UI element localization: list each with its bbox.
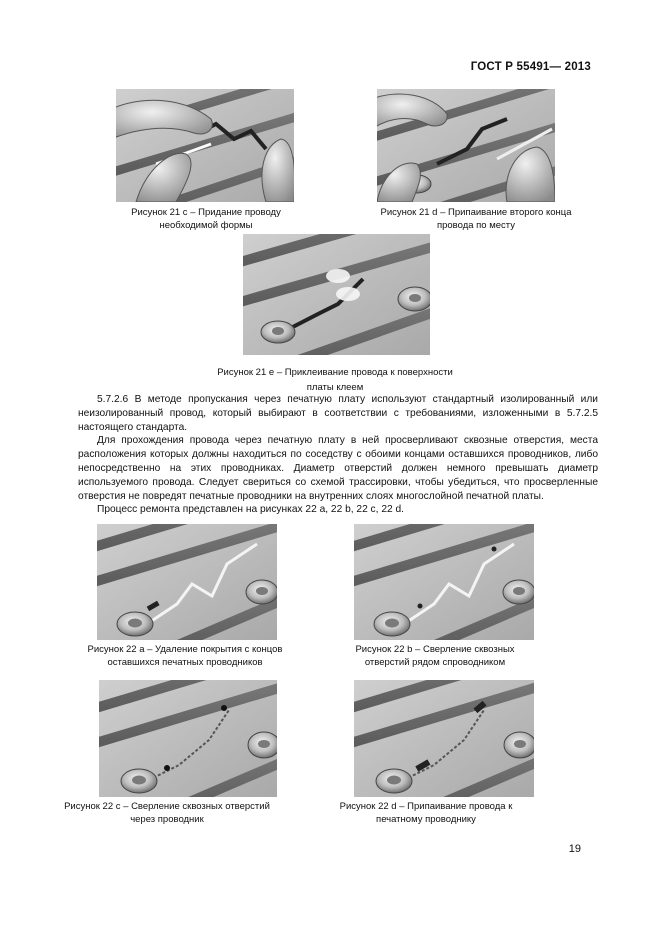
page-number: 19 <box>568 843 581 855</box>
paragraph-5-7-2-6: 5.7.2.6 В методе пропускания через печатную плату используют стандартный изолированный или неизолированный провод, который выбирают в соответствии с требованиями, изложенными в 5.7.2.5 настоящего стандарта. <box>78 394 598 433</box>
figure-22c-image <box>99 680 277 797</box>
document-header: ГОСТ Р 55491— 2013 <box>470 61 591 73</box>
figure-22a-caption: Рисунок 22 а – Удаление покрытия с концов оставшихся печатных проводников <box>87 644 283 668</box>
figure-22b-caption: Рисунок 22 b – Сверление сквозных отверстий рядом спроводником <box>355 644 515 668</box>
section-text <box>78 393 598 517</box>
figure-21c-image <box>116 89 294 202</box>
figure-22b-image <box>354 524 534 640</box>
figure-21e-caption: Рисунок 21 е – Приклеивание провода к поверхности платы клеем <box>217 367 453 393</box>
figure-22d-caption: Рисунок 22 d – Припаивание провода к печатному проводнику <box>339 801 513 825</box>
figure-21e-image <box>243 234 430 355</box>
figure-22c-caption: Рисунок 22 с – Сверление сквозных отверстий через проводник <box>64 801 270 825</box>
figure-21d-image <box>377 89 555 202</box>
figure-22d-image <box>354 680 534 797</box>
paragraph-process-ref: Процесс ремонта представлен на рисунках 22 а, 22 b, 22 c, 22 d. <box>97 504 404 516</box>
figure-21c-caption: Рисунок 21 с – Придание проводу необходимой формы <box>131 207 281 231</box>
figure-22a-image <box>97 524 277 640</box>
paragraph-drilling: Для прохождения провода через печатную плату в ней просверливают сквозные отверстия, места расположения которых должны находиться по соседству с обоими концами оставшихся проводников, либо непосредственно на этих проводниках. Диаметр отверстий должен немного превышать диаметр используемого провода. Следует свериться со схемой трассировки, чтобы убедиться, что просверленные отверстия не повредят печатные проводники на внутренних слоях многослойной печатной платы. <box>78 435 598 502</box>
figure-21d-caption: Рисунок 21 d – Припаивание второго конца провода по месту <box>380 207 572 231</box>
